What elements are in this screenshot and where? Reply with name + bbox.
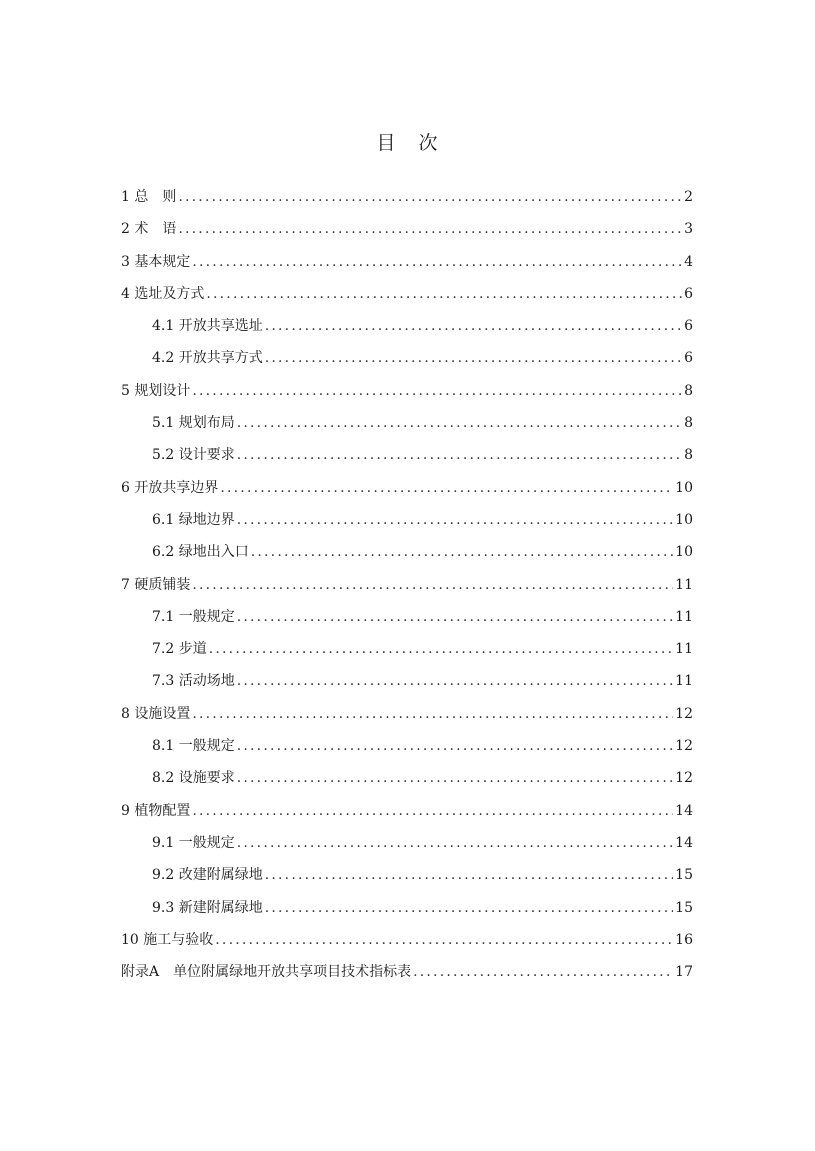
- toc-entry-page-number: 11: [675, 576, 693, 593]
- toc-entry-label: 9.3 新建附属绿地: [152, 899, 263, 916]
- toc-entry-label: 6.2 绿地出入口: [152, 544, 249, 561]
- toc-dot-leader: [265, 867, 673, 883]
- toc-entry[interactable]: [121, 670, 693, 702]
- toc-entry-page-number: 3: [684, 221, 693, 238]
- toc-entry[interactable]: [121, 638, 693, 670]
- toc-entry[interactable]: [121, 444, 693, 476]
- toc-dot-leader: [192, 803, 673, 819]
- toc-entry[interactable]: [121, 186, 693, 218]
- toc-entry[interactable]: [121, 541, 693, 573]
- toc-entry[interactable]: [121, 218, 693, 250]
- toc-entry-label: 8 设施设置: [121, 705, 191, 722]
- toc-entry-page-number: 11: [675, 673, 693, 690]
- toc-entry-label: 5 规划设计: [121, 382, 191, 399]
- toc-entry[interactable]: [121, 929, 693, 961]
- toc-dot-leader: [237, 512, 673, 528]
- toc-dot-leader: [265, 318, 682, 334]
- toc-entry-label: 7 硬质铺装: [121, 576, 191, 593]
- toc-entry-page-number: 12: [675, 705, 693, 722]
- toc-dot-leader: [237, 835, 673, 851]
- toc-entry-label: 9 植物配置: [121, 802, 191, 819]
- toc-dot-leader: [209, 641, 673, 657]
- toc-entry-label: 9.1 一般规定: [152, 834, 235, 851]
- toc-entry-page-number: 2: [684, 189, 693, 205]
- toc-entry[interactable]: [121, 800, 693, 832]
- toc-entry-page-number: 14: [675, 802, 693, 819]
- toc-entry-page-number: 6: [684, 350, 693, 367]
- toc-entry-page-number: 4: [684, 253, 693, 270]
- page-title: [0, 128, 815, 155]
- toc-dot-leader: [265, 900, 673, 916]
- toc-dot-leader: [192, 577, 673, 593]
- toc-dot-leader: [192, 383, 682, 399]
- toc-entry-label: 3 基本规定: [121, 253, 191, 270]
- toc-entry[interactable]: [121, 606, 693, 638]
- toc-entry-page-number: 12: [675, 770, 693, 787]
- toc-entry-label: 4 选址及方式: [121, 285, 205, 302]
- toc-entry-page-number: 16: [675, 931, 693, 948]
- toc-dot-leader: [237, 673, 673, 689]
- page-title-left: 目: [376, 132, 397, 154]
- toc-entry-label: 5.2 设计要求: [152, 447, 235, 464]
- toc-entry-label: 4.2 开放共享方式: [152, 350, 263, 367]
- toc-entry-page-number: 8: [684, 382, 693, 399]
- toc-entry-page-number: 17: [675, 964, 693, 981]
- toc-entry-page-number: 15: [675, 867, 693, 884]
- toc-entry-label: 6 开放共享边界: [121, 479, 219, 496]
- toc-entry-page-number: 10: [675, 511, 693, 528]
- toc-dot-leader: [413, 964, 673, 980]
- toc-entry-page-number: 6: [684, 285, 693, 302]
- page-title-right: 次: [418, 132, 439, 154]
- toc-entry-label: 8.1 一般规定: [152, 738, 235, 755]
- toc-dot-leader: [265, 350, 682, 366]
- toc-entry-label: 9.2 改建附属绿地: [152, 867, 263, 884]
- toc-dot-leader: [215, 932, 673, 948]
- toc-entry[interactable]: [121, 897, 693, 929]
- toc-dot-leader: [178, 221, 682, 237]
- toc-entry-label: 10 施工与验收: [121, 931, 214, 948]
- toc-dot-leader: [251, 544, 673, 560]
- toc-entry[interactable]: [121, 735, 693, 767]
- toc-entry[interactable]: [121, 864, 693, 896]
- toc-dot-leader: [237, 415, 682, 431]
- toc-entry[interactable]: [121, 703, 693, 735]
- table-of-contents: [121, 186, 693, 993]
- toc-entry-label: 7.1 一般规定: [152, 608, 235, 625]
- toc-entry-label: 1 总 则: [121, 189, 177, 205]
- toc-dot-leader: [237, 738, 673, 754]
- toc-entry-page-number: 10: [675, 479, 693, 496]
- toc-entry[interactable]: [121, 283, 693, 315]
- toc-entry-page-number: 14: [675, 834, 693, 851]
- toc-dot-leader: [237, 770, 673, 786]
- toc-entry-label: 附录A 单位附属绿地开放共享项目技术指标表: [121, 964, 412, 981]
- toc-entry-page-number: 10: [675, 544, 693, 561]
- toc-entry-page-number: 12: [675, 738, 693, 755]
- toc-entry[interactable]: [121, 251, 693, 283]
- toc-entry[interactable]: [121, 380, 693, 412]
- toc-entry[interactable]: [121, 347, 693, 379]
- toc-dot-leader: [237, 609, 673, 625]
- toc-entry-page-number: 6: [684, 318, 693, 335]
- toc-dot-leader: [237, 447, 682, 463]
- toc-entry-page-number: 11: [675, 608, 693, 625]
- toc-entry[interactable]: [121, 509, 693, 541]
- toc-entry[interactable]: [121, 574, 693, 606]
- toc-entry-label: 4.1 开放共享选址: [152, 318, 263, 335]
- toc-dot-leader: [192, 254, 682, 270]
- toc-entry-page-number: 8: [684, 447, 693, 464]
- toc-entry[interactable]: [121, 832, 693, 864]
- toc-entry[interactable]: [121, 767, 693, 799]
- toc-entry[interactable]: [121, 315, 693, 347]
- toc-entry-label: 7.2 步道: [152, 641, 207, 658]
- toc-entry-label: 2 术 语: [121, 221, 177, 238]
- toc-dot-leader: [192, 706, 673, 722]
- toc-entry-label: 5.1 规划布局: [152, 415, 235, 432]
- toc-entry[interactable]: [121, 412, 693, 444]
- toc-dot-leader: [206, 286, 682, 302]
- toc-entry-label: 8.2 设施要求: [152, 770, 235, 787]
- toc-dot-leader: [220, 480, 673, 496]
- toc-entry-label: 7.3 活动场地: [152, 673, 235, 690]
- toc-entry-page-number: 8: [684, 415, 693, 432]
- toc-entry[interactable]: [121, 961, 693, 993]
- toc-entry-page-number: 15: [675, 899, 693, 916]
- toc-entry-label: 6.1 绿地边界: [152, 511, 235, 528]
- toc-dot-leader: [178, 189, 682, 205]
- toc-entry-page-number: 11: [675, 641, 693, 658]
- toc-entry[interactable]: [121, 477, 693, 509]
